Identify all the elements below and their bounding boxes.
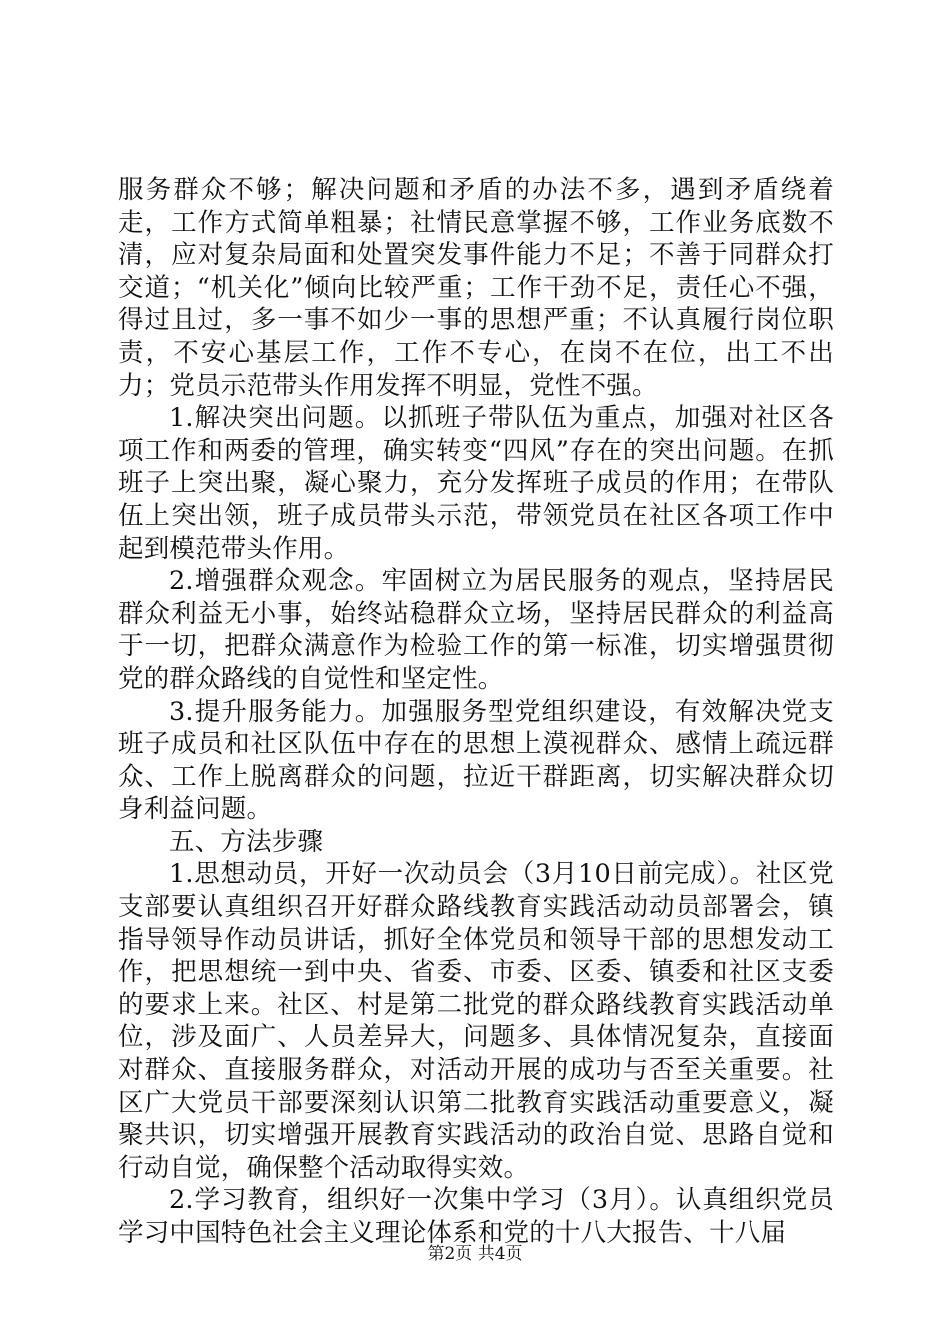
paragraph-solve-problems: 1.解决突出问题。以抓班子带队伍为重点，加强对社区各项工作和两委的管理，确实转变“四风”存在的突出问题。在抓班子上突出聚，凝心聚力，充分发挥班子成员的作用；在带队伍上突出领，班子成员带头示范，带领党员在社区各项工作中起到模范带头作用。 [118, 403, 834, 564]
paragraph-continuation: 服务群众不够；解决问题和矛盾的办法不多，遇到矛盾绕着走，工作方式简单粗暴；社情民意掌握不够，工作业务底数不清，应对复杂局面和处置突发事件能力不足；不善于同群众打交道；“机关化”倾向比较严重；工作干劲不足，责任心不强，得过且过，多一事不如少一事的思想严重；不认真履行岗位职责，不安心基层工作，工作不专心，在岗不在位，出工不出力；党员示范带头作用发挥不明显，党性不强。 [118, 175, 834, 401]
paragraph-service-capacity: 3.提升服务能力。加强服务型党组织建设，有效解决党支班子成员和社区队伍中存在的思想上漠视群众、感情上疏远群众、工作上脱离群众的问题，拉近干群距离，切实解决群众切身利益问题。 [118, 696, 834, 825]
paragraph-mass-concept: 2.增强群众观念。牢固树立为居民服务的观点，坚持居民群众利益无小事，始终站稳群众立场，坚持居民群众的利益高于一切，把群众满意作为检验工作的第一标准，切实增强贯彻党的群众路线的自觉性和坚定性。 [118, 566, 834, 694]
page-footer: 第2页 共4页 [427, 1244, 523, 1264]
document-body [118, 174, 834, 1250]
paragraph-mobilization: 1.思想动员，开好一次动员会（3月10日前完成）。社区党支部要认真组织召开好群众路线教育实践活动动员部署会，镇指导领导作动员讲话，抓好全体党员和领导干部的思想发动工作，把思想统一到中央、省委、市委、区委、镇委和社区支委的要求上来。社区、村是第二批党的群众路线教育实践活动单位，涉及面广、人员差异大，问题多、具体情况复杂，直接面对群众、直接服务群众，对活动开展的成功与否至关重要。社区广大党员干部要深刻认识第二批教育实践活动重要意义，凝聚共识，切实增强开展教育实践活动的政治自觉、思路自觉和行动自觉，确保整个活动取得实效。 [118, 859, 834, 1183]
section-heading-methods: 五、方法步骤 [169, 826, 324, 857]
paragraph-study-education: 2.学习教育，组织好一次集中学习（3月）。认真组织党员学习中国特色社会主义理论体系和党的十八大报告、十八届 [118, 1185, 834, 1248]
